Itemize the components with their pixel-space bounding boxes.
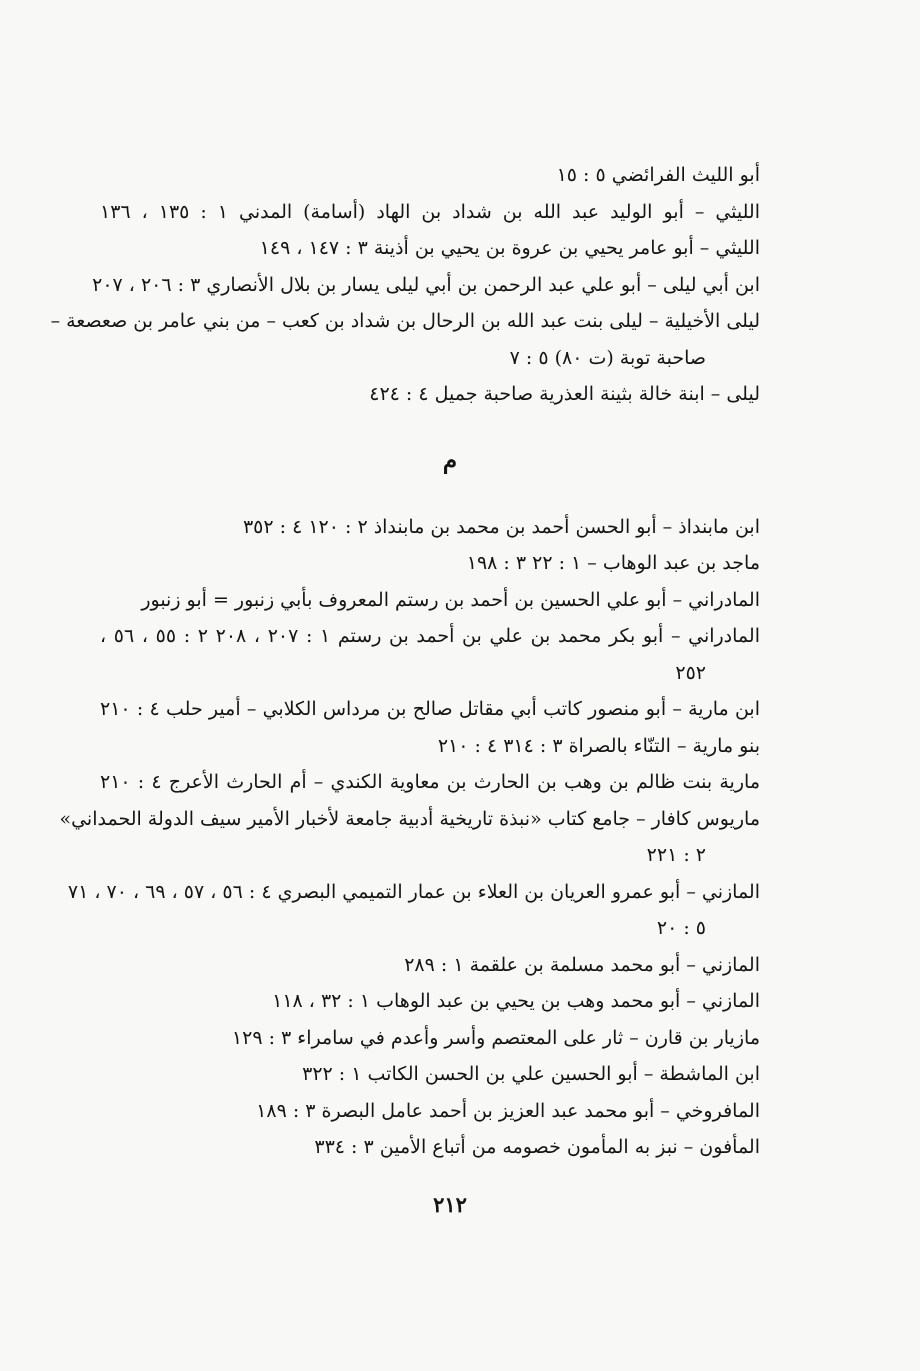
index-entry: ليلى الأخيلية – ليلى بنت عبد الله بن الرحال بن شداد بن كعب – من بني عامر بن صعصعة –: [50, 310, 760, 332]
index-entry: المازني – أبو محمد مسلمة بن علقمة ١ : ٢٨٩: [404, 953, 760, 976]
index-entry: أبو الليث الفرائضي ٥ : ١٥: [556, 164, 760, 186]
index-entry: ابن مابنداذ – أبو الحسن أحمد بن محمد بن مابنداذ ٢ : ١٢٠ ٤ : ٣٥٢: [242, 515, 760, 538]
index-entry: ابن الماشطة – أبو الحسين علي بن الحسن الكاتب ١ : ٣٢٢: [302, 1063, 760, 1085]
index-entry: ابن أبي ليلى – أبو علي عبد الرحمن بن أبي ليلى يسار بن بلال الأنصاري ٣ : ٢٠٦ ، ٢٠٧: [92, 273, 760, 296]
index-entry: الليثي – أبو عامر يحيي بن عروة بن يحيي بن أذينة ٣ : ١٤٧ ، ١٤٩: [259, 237, 760, 259]
index-entries: [50, 157, 760, 1166]
index-entry-continuation: صاحبة توبة (ت ٨٠) ٥ : ٧: [509, 346, 706, 369]
index-entry: ماجد بن عبد الوهاب – ١ : ٢٢ ٣ : ١٩٨: [466, 552, 760, 574]
index-entry-continuation: ٢٥٢: [675, 661, 706, 684]
index-entry: ليلى – ابنة خالة بثينة العذرية صاحبة جميل ٤ : ٤٢٤: [369, 383, 760, 405]
index-entry: ابن مارية – أبو منصور كاتب أبي مقاتل صالح بن مرداس الكلابي – أمير حلب ٤ : ٢١٠: [100, 698, 760, 720]
index-entry-continuation: ٥ : ٢٠: [656, 917, 706, 939]
section-letter-heading: م: [442, 446, 458, 474]
index-entry: المأفون – نبز به المأمون خصومه من أتباع الأمين ٣ : ٣٣٤: [314, 1136, 760, 1158]
index-entry: ماريوس كافار – جامع كتاب «نبذة تاريخية أدبية جامعة لأخبار الأمير سيف الدولة الحمداني»: [59, 807, 760, 830]
index-entry: المادراني – أبو بكر محمد بن علي بن أحمد بن رستم ١ : ٢٠٧ ، ٢٠٨ ٢ : ٥٥ ، ٥٦ ،: [100, 625, 760, 647]
index-entry-continuation: ٢ : ٢٢١: [646, 844, 706, 866]
index-entry: مارية بنت ظالم بن وهب بن الحارث بن معاوية الكندي – أم الحارث الأعرج ٤ : ٢١٠: [100, 771, 760, 793]
index-entry: المافروخي – أبو محمد عبد العزيز بن أحمد عامل البصرة ٣ : ١٨٩: [256, 1099, 760, 1122]
index-entry: بنو مارية – التنّاء بالصراة ٣ : ٣١٤ ٤ : ٢١٠: [437, 734, 760, 757]
index-entry: المازني – أبو عمرو العريان بن العلاء بن عمار التميمي البصري ٤ : ٥٦ ، ٥٧ ، ٦٩ ، ٧٠ ، ٧١: [67, 880, 760, 903]
index-entry: الليثي – أبو الوليد عبد الله بن شداد بن الهاد (أسامة) المدني ١ : ١٣٥ ، ١٣٦: [100, 200, 760, 223]
index-entry: مازيار بن قارن – ثار على المعتصم وأسر وأعدم في سامراء ٣ : ١٢٩: [231, 1026, 760, 1049]
page-number: ٢١٢: [433, 1192, 467, 1217]
index-entry: المادراني – أبو علي الحسين بن أحمد بن رستم المعروف بأبي زنبور = أبو زنبور: [141, 588, 760, 611]
index-entry: المازني – أبو محمد وهب بن يحيي بن عبد الوهاب ١ : ٣٢ ، ١١٨: [272, 990, 760, 1012]
